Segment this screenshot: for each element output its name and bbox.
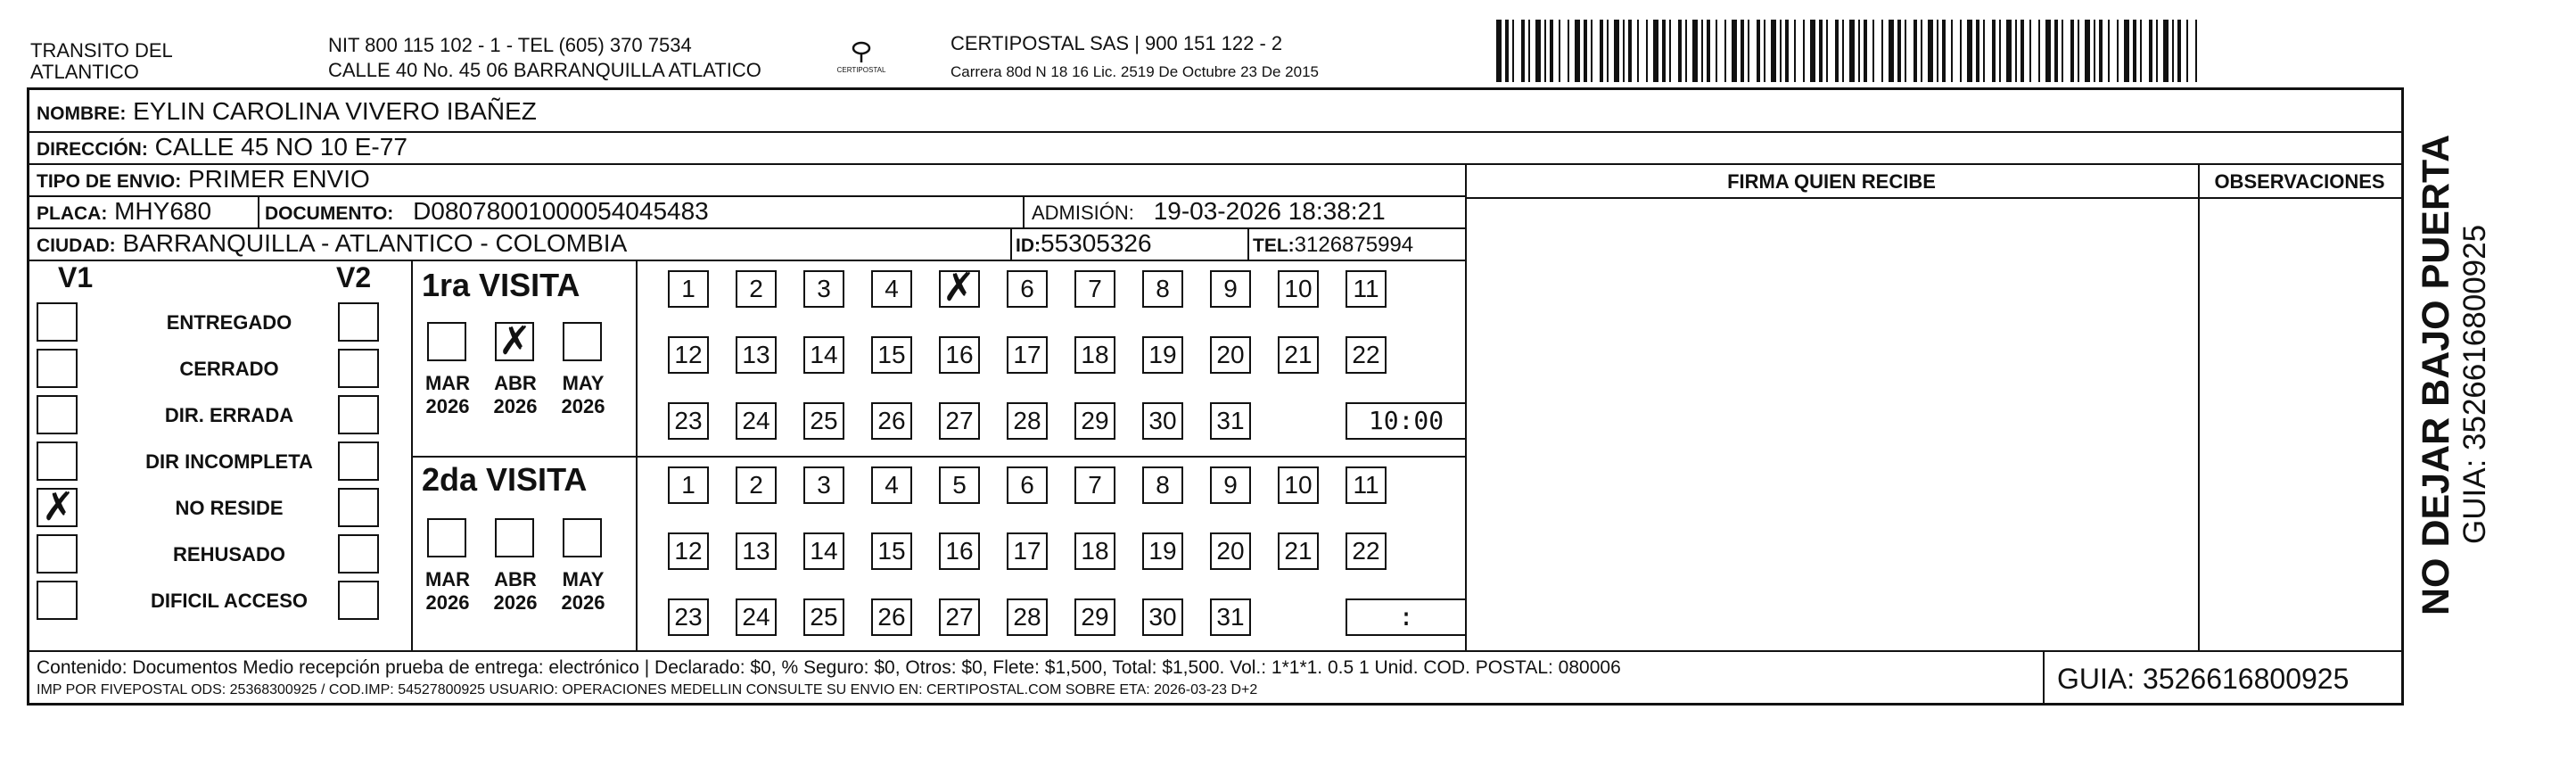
barcode-bar [2163,20,2169,82]
barcode-bar [1678,20,1682,82]
visit1-month-year: 2026 [493,395,538,417]
v2-checkbox[interactable] [338,349,379,388]
barcode-bar [1584,20,1587,82]
v2-checkbox[interactable] [338,581,379,620]
visit1-day-box[interactable]: 14 [803,336,844,374]
visit1-day-check-mark: ✗ [942,265,975,310]
visit2-time-field[interactable]: : [1346,598,1467,636]
visit1-day-box[interactable]: 10 [1278,270,1319,308]
visit2-title: 2da VISITA [422,461,588,498]
v1-header: V1 [58,261,94,293]
visit1-day-box[interactable]: 11 [1346,270,1387,308]
barcode-bar [2156,20,2158,82]
barcode-bar [1967,20,1972,82]
barcode-bar [2062,20,2063,82]
barcode-icon [1496,20,2206,82]
v2-checkbox[interactable] [338,488,379,527]
barcode-bar [2029,20,2031,82]
visit1-month-label [552,372,614,418]
barcode-bar [1692,20,1698,82]
visit2-day-box[interactable]: 20 [1210,532,1251,570]
barcode-bar [1568,20,1569,82]
v1-checkbox[interactable] [37,484,78,530]
visit1-day-box[interactable]: 16 [939,336,980,374]
tel-cell [1253,231,1413,260]
barcode-bar [1741,20,1744,82]
id-value: 55305326 [1041,229,1152,257]
barcode-bar [2186,20,2188,82]
barcode-bar [1505,20,1509,82]
barcode-bar [2172,20,2174,82]
v1-checkbox[interactable] [37,581,78,620]
visit2-day-box[interactable]: 12 [668,532,709,570]
barcode-bar [1905,20,1906,82]
barcode-bar [1591,20,1593,82]
visit1-month-name: MAY [562,372,605,394]
barcode-bar [2177,20,2181,82]
barcode-bar [1748,20,1749,82]
direccion-value: CALLE 45 NO 10 E-77 [154,133,407,161]
visit1-time-field[interactable]: 10:00 [1346,402,1467,440]
barcode-bar [2070,20,2074,82]
visit1-month-check-mark: ✗ [498,318,531,364]
ciudad-label: CIUDAD: [37,235,116,256]
barcode-bar [1928,20,1933,82]
admision-cell [1032,197,1386,227]
visit1-month-label [416,372,479,418]
placa-label: PLACA: [37,203,108,224]
visit2-day-box[interactable]: 26 [871,598,912,636]
visit1-month-checkbox[interactable] [427,322,466,361]
visit2-month-label [416,568,479,615]
barcode-bar [1999,20,2001,82]
barcode-bar [1785,20,1789,82]
company-line: CERTIPOSTAL SAS | 900 151 122 - 2 [951,32,1283,54]
certipostal-logo [835,36,888,80]
v2-checkbox[interactable] [338,395,379,434]
visit2-day-box[interactable]: 25 [803,598,844,636]
barcode-bar [1550,20,1553,82]
visit2-day-box[interactable]: 15 [871,532,912,570]
barcode-bar [1646,20,1648,82]
visit2-day-box[interactable]: 31 [1210,598,1251,636]
visit2-month-checkbox[interactable] [495,518,534,557]
side-guia: GUIA: 3526616800925 [2457,224,2492,544]
tipo-value: PRIMER ENVIO [187,165,370,193]
barcode-bar [2085,20,2090,82]
status-label-3: DIR INCOMPLETA [145,450,313,473]
ciudad-value: BARRANQUILLA - ATLANTICO - COLOMBIA [122,229,628,257]
barcode-bar [1983,20,1985,82]
visit1-day-box[interactable]: 21 [1278,336,1319,374]
visit2-day-box[interactable]: 7 [1074,466,1115,504]
visit2-month-name: MAY [562,568,605,590]
barcode-bar [1881,20,1883,82]
barcode-bar [1535,20,1541,82]
barcode-bar [1960,20,1962,82]
barcode-bar [1521,20,1525,82]
visit1-day-box[interactable]: 30 [1142,402,1183,440]
barcode-bar [1732,20,1737,82]
visit2-day-box[interactable]: 24 [736,598,777,636]
barcode-bar [2124,20,2129,82]
barcode-bar [1707,20,1710,82]
barcode-bar [1653,20,1658,82]
barcode-bar [1528,20,1530,82]
documento-label: DOCUMENTO: [265,203,394,224]
barcode-bar [1600,20,1603,82]
barcode-bar [1716,20,1717,82]
status-label-6: DIFICIL ACCESO [150,590,308,612]
barcode-bar [1544,20,1546,82]
visit2-month-name: ABR [494,568,537,590]
barcode-bar [1849,20,1855,82]
barcode-bar [2108,20,2110,82]
visit2-month-label [552,568,614,615]
id-cell [1016,229,1152,260]
v2-header: V2 [336,261,372,293]
visit1-day-box[interactable] [939,265,980,310]
status-label-1: CERRADO [179,358,279,380]
visit2-month-checkbox[interactable] [563,518,602,557]
barcode-bar [1794,20,1796,82]
direccion-label: DIRECCIÓN: [37,139,148,160]
v1-checkbox[interactable] [37,302,78,342]
visit2-day-box[interactable]: 14 [803,532,844,570]
org-name-line2: ATLANTICO [30,61,139,83]
visit2-day-box[interactable]: 30 [1142,598,1183,636]
visit1-day-box[interactable]: 12 [668,336,709,374]
barcode-bar [1864,20,1867,82]
status-label-2: DIR. ERRADA [164,404,294,426]
barcode-bar [1512,20,1514,82]
barcode-bar [2078,20,2079,82]
barcode-bar [1623,20,1625,82]
visit1-day-box[interactable]: 28 [1007,402,1048,440]
status-label-4: NO RESIDE [175,497,284,519]
barcode-bar [1669,20,1671,82]
visit2-day-box[interactable]: 6 [1007,466,1048,504]
visit2-month-checkbox[interactable] [427,518,466,557]
visit1-day-box[interactable]: 2 [736,270,777,308]
barcode-bar [2117,20,2119,82]
guide-form [27,87,2404,706]
visit2-day-box[interactable]: 23 [668,598,709,636]
barcode-bar [1764,20,1765,82]
visit2-day-box[interactable]: 18 [1074,532,1115,570]
visit1-day-box[interactable]: 23 [668,402,709,440]
barcode-bar [1614,20,1619,82]
contenido-text: Contenido: Documentos Medio recepción prueba de entrega: electrónico | Declarado: $0, % Seguro: $0, Otros: $0, Flete: $1,500, Total: $1,500. Vol.: 1*1*1. 0.5 1 Unid. COD. POSTAL: 080006 [37,657,1621,678]
visit1-month-label [484,372,547,418]
status-label-5: REHUSADO [173,543,285,565]
visit2-month-year: 2026 [561,591,605,614]
barcode-bar [1872,20,1874,82]
visit2-day-box[interactable]: 28 [1007,598,1048,636]
visit2-day-box[interactable]: 4 [871,466,912,504]
tel-label: TEL: [1253,235,1295,256]
barcode-bar [2015,20,2017,82]
v1-checkbox[interactable] [37,349,78,388]
visit1-month-year: 2026 [425,395,470,417]
barcode-bar [1559,20,1560,82]
barcode-bar [1701,20,1703,82]
barcode-bar [1913,20,1917,82]
barcode-bar [1819,20,1823,82]
status-label-0: ENTREGADO [166,311,292,334]
visit1-day-box[interactable]: 9 [1210,270,1251,308]
visit1-day-box[interactable]: 22 [1346,336,1387,374]
visit2-month-label [484,568,547,615]
barcode-bar [2195,20,2197,82]
documento-cell [265,197,709,228]
direccion-row [37,133,407,164]
barcode-bar [2006,20,2012,82]
observaciones-header: OBSERVACIONES [2214,170,2385,193]
visit1-day-box[interactable]: 27 [939,402,980,440]
barcode-bar [1810,20,1815,82]
visit1-day-box[interactable]: 1 [668,270,709,308]
visit2-day-box[interactable]: 19 [1142,532,1183,570]
v2-checkbox[interactable] [338,534,379,574]
nit-line: NIT 800 115 102 - 1 - TEL (605) 370 7534 [328,34,692,56]
visit1-day-box[interactable]: 26 [871,402,912,440]
barcode-bar [1992,20,1996,82]
visit1-day-box[interactable]: 29 [1074,402,1115,440]
barcode-bar [2094,20,2095,82]
nombre-row [37,97,537,128]
admision-label: ADMISIÓN: [1032,202,1134,224]
visit2-day-box[interactable]: 29 [1074,598,1115,636]
documento-value: D08078001000054045483 [413,197,709,225]
visit2-day-box[interactable]: 22 [1346,532,1387,570]
v1-checkbox[interactable] [37,442,78,481]
barcode-bar [1724,20,1726,82]
barcode-bar [1976,20,1979,82]
visit1-month-year: 2026 [561,395,605,417]
visit1-day-box[interactable]: 17 [1007,336,1048,374]
visit2-day-box[interactable]: 2 [736,466,777,504]
barcode-bar [1607,20,1609,82]
visit1-day-box[interactable]: 8 [1142,270,1183,308]
visit1-day-box[interactable]: 15 [871,336,912,374]
barcode-bar [1803,20,1805,82]
barcode-bar [1757,20,1760,82]
visit1-month-checkbox[interactable] [495,318,534,364]
visit2-month-name: MAR [424,568,471,590]
barcode-bar [2140,20,2142,82]
nombre-label: NOMBRE: [37,103,127,124]
visit2-day-box[interactable]: 27 [939,598,980,636]
tipo-row [37,165,370,196]
barcode-bar [2045,20,2051,82]
barcode-bar [1662,20,1666,82]
firma-header: FIRMA QUIEN RECIBE [1727,170,1936,193]
barcode-bar [1826,20,1828,82]
barcode-bar [1858,20,1860,82]
barcode-bar [1575,20,1580,82]
v2-checkbox[interactable] [338,302,379,342]
barcode-bar [1842,20,1844,82]
barcode-bar [1637,20,1639,82]
logo-text: CERTIPOSTAL [836,66,886,74]
barcode-bar [1628,20,1632,82]
visit2-day-box[interactable]: 13 [736,532,777,570]
placa-value: MHY680 [114,197,212,225]
nombre-value: EYLIN CAROLINA VIVERO IBAÑEZ [133,97,537,125]
visit2-day-box[interactable]: 11 [1346,466,1387,504]
barcode-bar [1942,20,1946,82]
license-line: Carrera 80d N 18 16 Lic. 2519 De Octubre 23 De 2015 [951,63,1319,80]
placa-cell [37,197,211,228]
barcode-bar [1889,20,1894,82]
barcode-bar [1937,20,1938,82]
visit1-day-box[interactable]: 6 [1007,270,1048,308]
footer-guia: GUIA: 3526616800925 [2057,663,2350,695]
tipo-label: TIPO DE ENVIO: [37,171,182,192]
barcode-bar [1780,20,1782,82]
ciudad-cell [37,229,627,260]
barcode-bar [1835,20,1839,82]
visit2-day-box[interactable]: 5 [939,466,980,504]
barcode-bar [2099,20,2103,82]
visit1-day-box[interactable]: 4 [871,270,912,308]
imp-text: IMP POR FIVEPOSTAL ODS: 25368300925 / COD.IMP: 54527800925 USUARIO: OPERACIONES MEDELLIN CONSULTE SU ENVIO EN: CERTIPOSTAL.COM SOBRE ETA: 2026-03-23 D+2 [37,682,1258,697]
barcode-bar [2133,20,2136,82]
visit1-month-name: MAR [424,372,471,394]
visit1-day-box[interactable]: 13 [736,336,777,374]
visit2-day-box[interactable]: 9 [1210,466,1251,504]
visit1-month-name: ABR [494,372,537,394]
barcode-bar [2020,20,2024,82]
visit1-month-checkbox[interactable] [563,322,602,361]
admision-value: 19-03-2026 18:38:21 [1153,197,1386,225]
visit1-day-box[interactable]: 7 [1074,270,1115,308]
side-warning: NO DEJAR BAJO PUERTA [2415,134,2457,615]
barcode-bar [1921,20,1922,82]
visit2-day-box[interactable]: 10 [1278,466,1319,504]
address-line: CALLE 40 No. 45 06 BARRANQUILLA ATLATICO [328,59,761,81]
barcode-bar [2149,20,2152,82]
v1-checkbox[interactable] [37,395,78,434]
visit2-day-box[interactable]: 21 [1278,532,1319,570]
barcode-bar [1951,20,1953,82]
visit1-day-box[interactable]: 3 [803,270,844,308]
visit2-day-box[interactable]: 8 [1142,466,1183,504]
visit1-day-box[interactable]: 19 [1142,336,1183,374]
visit2-day-box[interactable]: 3 [803,466,844,504]
tel-value: 3126875994 [1294,233,1414,257]
v1-checkbox[interactable] [37,534,78,574]
visit2-day-box[interactable]: 1 [668,466,709,504]
barcode [1496,20,2206,82]
v1-check-mark: ✗ [42,484,75,530]
visit1-day-box[interactable]: 25 [803,402,844,440]
barcode-bar [1897,20,1901,82]
visit2-month-year: 2026 [425,591,470,614]
visit1-day-box[interactable]: 20 [1210,336,1251,374]
id-label: ID: [1016,235,1041,256]
barcode-bar [1771,20,1776,82]
barcode-bar [2038,20,2040,82]
v2-checkbox[interactable] [338,442,379,481]
visit1-day-box[interactable]: 31 [1210,402,1251,440]
org-name-line1: TRANSITO DEL [30,39,173,62]
visit2-month-year: 2026 [493,591,538,614]
visit1-day-box[interactable]: 18 [1074,336,1115,374]
visit2-day-box[interactable]: 16 [939,532,980,570]
barcode-bar [2054,20,2058,82]
barcode-bar [1496,20,1502,82]
visit1-day-box[interactable]: 24 [736,402,777,440]
visit2-day-box[interactable]: 17 [1007,532,1048,570]
barcode-bar [1685,20,1687,82]
visit1-title: 1ra VISITA [422,267,580,303]
